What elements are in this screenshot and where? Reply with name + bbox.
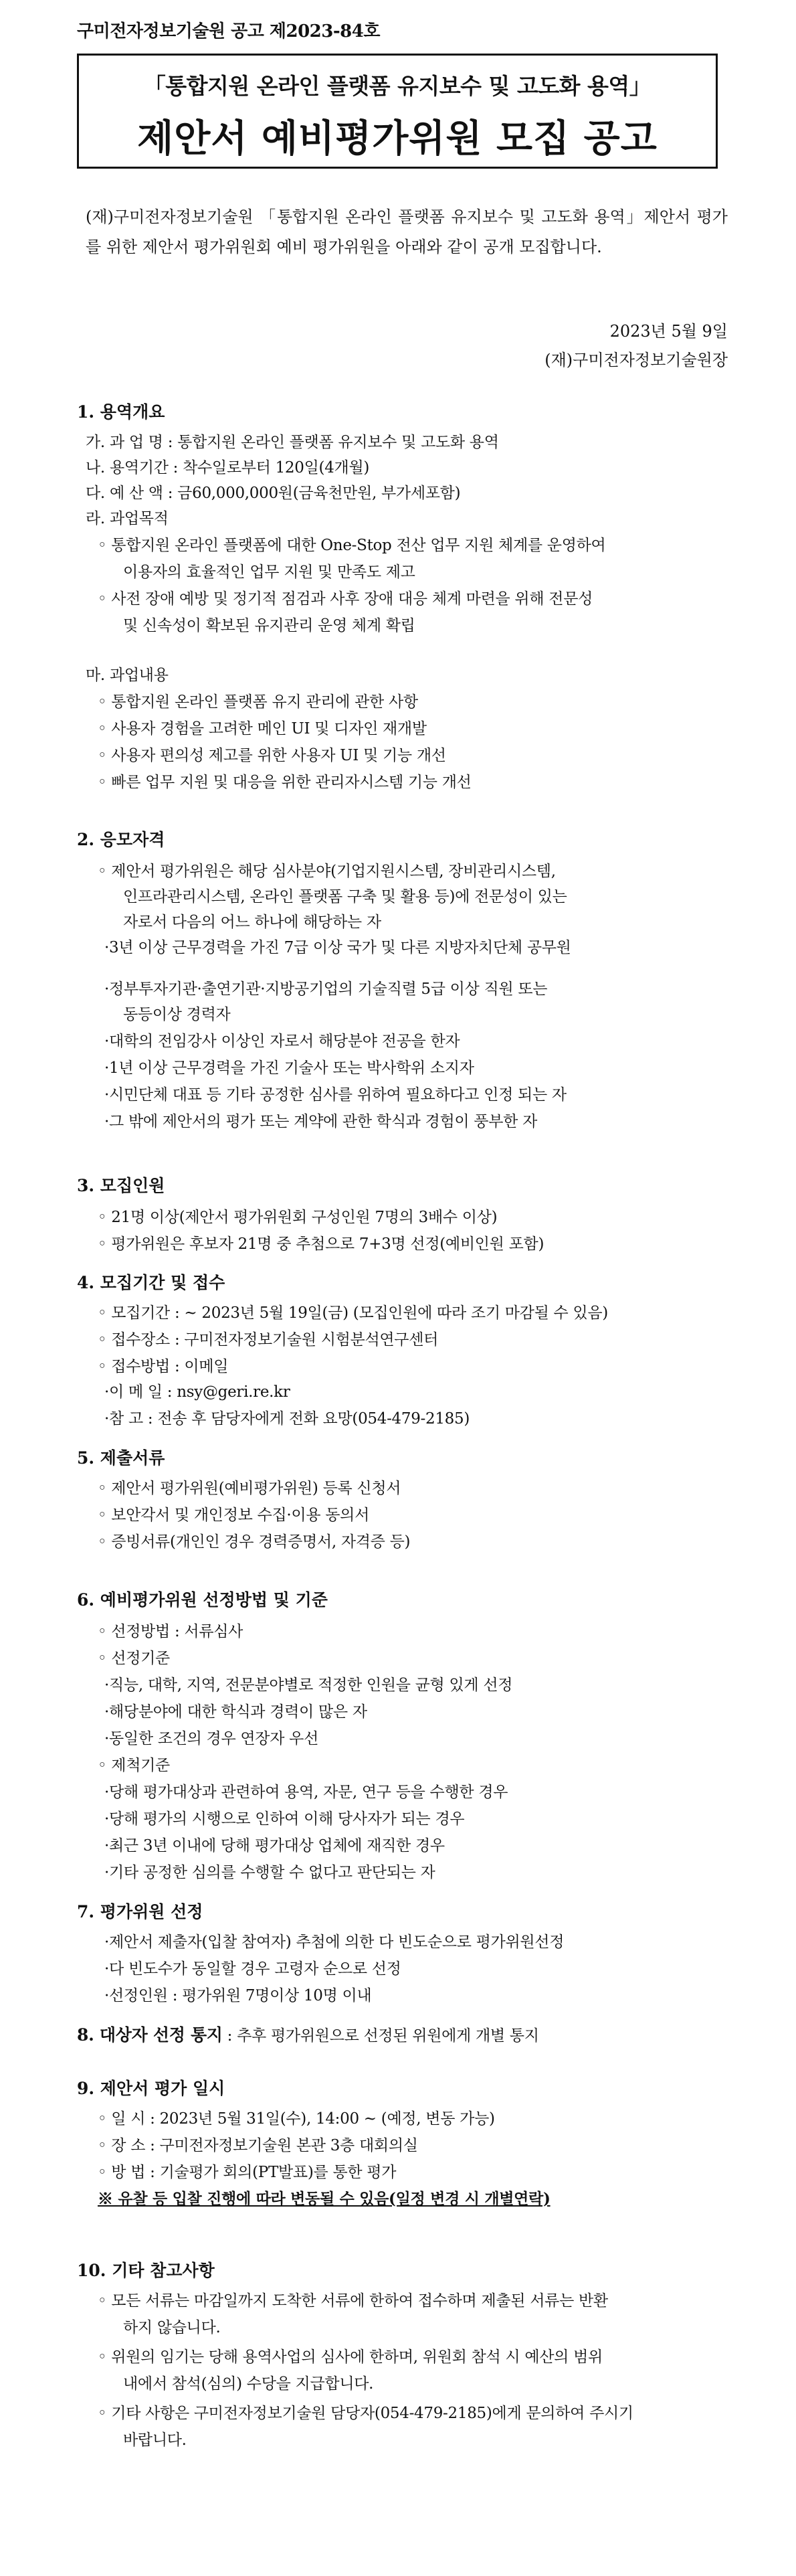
s7-item: ·다 빈도수가 동일할 경우 고령자 순으로 선정	[104, 1960, 401, 1978]
s1-purpose-item-cont: 이용자의 효율적인 업무 지원 및 만족도 제고	[123, 564, 415, 581]
s5-document-item: ◦ 보안각서 및 개인정보 수집·이용 동의서	[98, 1507, 370, 1524]
s6-exclusion-item: ·당해 평가의 시행으로 인하여 이해 당사자가 되는 경우	[104, 1810, 465, 1828]
s10-item: ◦ 위원의 임기는 당해 용역사업의 심사에 한하며, 위원회 참석 시 예산의 범위	[98, 2348, 603, 2366]
s6-exclusion-item: ·최근 3년 이내에 당해 평가대상 업체에 재직한 경우	[104, 1837, 445, 1855]
project-subtitle: 「통합지원 온라인 플랫폼 유지보수 및 고도화 용역」	[143, 73, 652, 99]
s2-qualification-item: ·시민단체 대표 등 기타 공정한 심사를 위하여 필요하다고 인정 되는 자	[104, 1086, 567, 1104]
s1-budget: 다. 예 산 액 : 금60,000,000원(금육천만원, 부가세포함)	[86, 485, 461, 502]
s5-document-item: ◦ 증빙서류(개인인 경우 경력증명서, 자격증 등)	[98, 1533, 411, 1551]
s6-criteria-item: ·동일한 조건의 경우 연장자 우선	[104, 1730, 318, 1747]
s2-qualification-item-cont: 동등이상 경력자	[123, 1006, 231, 1023]
section-7-heading: 7. 평가위원 선정	[77, 1902, 203, 1921]
s9-place: ◦ 장 소 : 구미전자정보기술원 본관 3층 대회의실	[98, 2137, 418, 2154]
s7-item: ·제안서 제출자(입찰 참여자) 추첨에 의한 다 빈도순으로 평가위원선정	[104, 1934, 565, 1951]
section-8-row	[77, 2022, 539, 2046]
s10-item-cont: 하지 않습니다.	[123, 2319, 221, 2336]
s1-tasks-label: 마. 과업내용	[86, 667, 169, 684]
section-2-heading: 2. 응모자격	[77, 830, 165, 849]
s10-item: ◦ 기타 사항은 구미전자정보기술원 담당자(054-479-2185)에게 문의하여 주시기	[98, 2405, 633, 2422]
s2-qualification-item: ·그 밖에 제안서의 평가 또는 계약에 관한 학식과 경험이 풍부한 자	[104, 1113, 537, 1130]
s7-item: ·선정인원 : 평가위원 7명이상 10명 이내	[104, 1987, 372, 2004]
notice-number: 구미전자정보기술원 공고 제2023-84호	[77, 21, 380, 41]
s4-reference: ·참 고 : 전송 후 담당자에게 전화 요망(054-479-2185)	[104, 1410, 470, 1428]
s6-criteria-item: ·해당분야에 대한 학식과 경력이 많은 자	[104, 1703, 367, 1721]
s6-criteria-item: ·직능, 대학, 지역, 전문분야별로 적정한 인원을 균형 있게 선정	[104, 1677, 513, 1694]
s9-schedule-note: ※ 유찰 등 입찰 진행에 따라 변동될 수 있음(일정 변경 시 개별연락)	[98, 2190, 551, 2208]
s4-email: ·이 메 일 : nsy@geri.re.kr	[104, 1383, 290, 1401]
s6-method: ◦ 선정방법 : 서류심사	[98, 1623, 243, 1640]
s3-item: ◦ 평가위원은 후보자 21명 중 추첨으로 7+3명 선정(예비인원 포함)	[98, 1235, 544, 1253]
s1-project-name: 가. 과 업 명 : 통합지원 온라인 플랫폼 유지보수 및 고도화 용역	[86, 434, 499, 451]
s6-criteria-label: ◦ 선정기준	[98, 1650, 170, 1667]
notice-date: 2023년 5월 9일	[609, 322, 728, 341]
s6-exclusion-item: ·당해 평가대상과 관련하여 용역, 자문, 연구 등을 수행한 경우	[104, 1784, 508, 1801]
s1-task-item: ◦ 빠른 업무 지원 및 대응을 위한 관리자시스템 기능 개선	[98, 774, 472, 791]
s2-qualification-item: ·1년 이상 근무경력을 가진 기술사 또는 박사학위 소지자	[104, 1059, 474, 1077]
page-title: 제안서 예비평가위원 모집 공고	[137, 116, 658, 161]
s6-exclusion-item: ·기타 공정한 심의를 수행할 수 없다고 판단되는 자	[104, 1864, 435, 1881]
s2-qualification-item: ·3년 이상 근무경력을 가진 7급 이상 국가 및 다른 지방자치단체 공무원	[104, 939, 571, 956]
s6-exclusion-label: ◦ 제척기준	[98, 1757, 170, 1774]
s2-qualification-item: ·정부투자기관·출연기관·지방공기업의 기술직렬 5급 이상 직원 또는	[104, 980, 548, 998]
title-box	[77, 54, 718, 169]
section-1-heading: 1. 용역개요	[77, 402, 165, 422]
s2-intro-cont: 인프라관리시스템, 온라인 플랫폼 구축 및 활용 등)에 전문성이 있는	[123, 888, 567, 906]
s1-task-item: ◦ 통합지원 온라인 플랫폼 유지 관리에 관한 사항	[98, 693, 418, 711]
s1-purpose-item-cont: 및 신속성이 확보된 유지관리 운영 체계 확립	[123, 617, 415, 634]
section-5-heading: 5. 제출서류	[77, 1448, 165, 1468]
s1-task-item: ◦ 사용자 경험을 고려한 메인 UI 및 디자인 재개발	[98, 720, 427, 738]
s1-purpose-item: ◦ 통합지원 온라인 플랫폼에 대한 One-Stop 전산 업무 지원 체계를 운영하여	[98, 537, 606, 554]
section-9-heading: 9. 제안서 평가 일시	[77, 2079, 225, 2098]
s4-location: ◦ 접수장소 : 구미전자정보기술원 시험분석연구센터	[98, 1331, 439, 1349]
section-8-heading: 8. 대상자 선정 통지	[77, 2025, 223, 2045]
s1-period: 나. 용역기간 : 착수일로부터 120일(4개월)	[86, 459, 370, 477]
s10-item-cont: 내에서 참석(심의) 수당을 지급합니다.	[123, 2375, 374, 2393]
s3-item: ◦ 21명 이상(제안서 평가위원회 구성인원 7명의 3배수 이상)	[98, 1209, 498, 1226]
section-10-heading: 10. 기타 참고사항	[77, 2261, 215, 2280]
s5-document-item: ◦ 제안서 평가위원(예비평가위원) 등록 신청서	[98, 1480, 401, 1497]
s2-intro: ◦ 제안서 평가위원은 해당 심사분야(기업지원시스템, 장비관리시스템,	[98, 863, 556, 880]
s1-task-item: ◦ 사용자 편의성 제고를 위한 사용자 UI 및 기능 개선	[98, 747, 446, 764]
s9-method: ◦ 방 법 : 기술평가 회의(PT발표)를 통한 평가	[98, 2164, 397, 2181]
section-3-heading: 3. 모집인원	[77, 1176, 165, 1195]
section-4-heading: 4. 모집기간 및 접수	[77, 1273, 225, 1292]
s10-item: ◦ 모든 서류는 마감일까지 도착한 서류에 한하여 접수하며 제출된 서류는 반환	[98, 2292, 608, 2310]
intro-paragraph: (재)구미전자정보기술원 「통합지원 온라인 플랫폼 유지보수 및 고도화 용역」제안서 평가를 위한 제안서 평가위원회 예비 평가위원을 아래와 같이 공개 모집합니다.	[86, 207, 728, 256]
s2-qualification-item: ·대학의 전임강사 이상인 자로서 해당분야 전공을 한자	[104, 1033, 460, 1050]
section-8-text: : 추후 평가위원으로 선정된 위원에게 개별 통지	[222, 2027, 539, 2045]
s4-period: ◦ 모집기간 : ~ 2023년 5월 19일(금) (모집인원에 따라 조기 마감될 수 있음)	[98, 1304, 608, 1322]
s9-datetime: ◦ 일 시 : 2023년 5월 31일(수), 14:00 ~ (예정, 변동 가능)	[98, 2110, 495, 2128]
s4-method: ◦ 접수방법 : 이메일	[98, 1358, 229, 1375]
s10-item-cont: 바랍니다.	[123, 2431, 187, 2449]
s2-intro-cont: 자로서 다음의 어느 하나에 해당하는 자	[123, 914, 381, 931]
section-6-heading: 6. 예비평가위원 선정방법 및 기준	[77, 1590, 328, 1610]
s1-purpose-label: 라. 과업목적	[86, 510, 169, 527]
notice-signer: (재)구미전자정보기술원장	[544, 351, 728, 369]
s1-purpose-item: ◦ 사전 장애 예방 및 정기적 점검과 사후 장애 대응 체계 마련을 위해 전문성	[98, 590, 593, 608]
